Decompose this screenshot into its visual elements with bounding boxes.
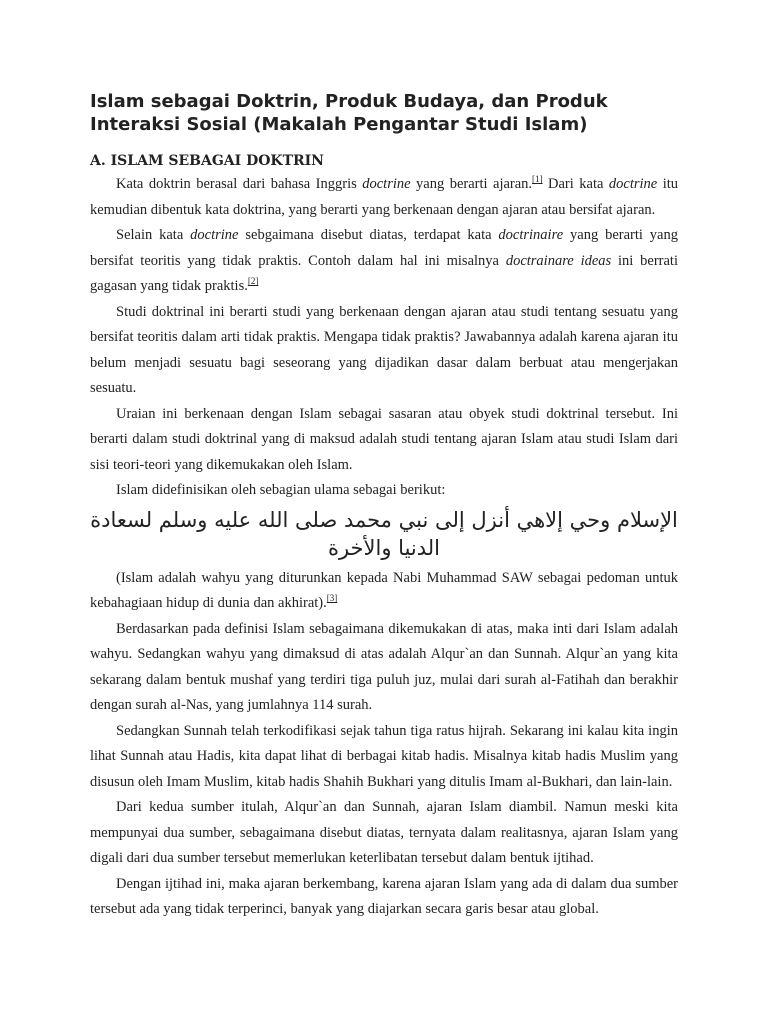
- italic-term: doctrine: [608, 176, 658, 192]
- text-run: yang berarti ajaran.: [410, 176, 533, 192]
- footnote-link-2[interactable]: [2]: [247, 276, 259, 287]
- text-run: (Islam adalah wahyu yang diturunkan kepada Nabi Muhammad SAW sebagai pedoman untuk kebahagiaan hidup di dunia dan akhirat).: [90, 569, 678, 611]
- text-run: Kata doktrin berasal dari bahasa Inggris: [116, 176, 363, 192]
- paragraph-7: Berdasarkan pada definisi Islam sebagaimana dikemukakan di atas, maka inti dari Islam adalah wahyu. Sedangkan wahyu yang dimaksud di atas adalah Alqur`an dan Sunnah. Alqur`an yang kita sekarang dalam bentuk mushaf yang terdiri tiga puluh juz, mulai dari surah al-Fatihah dan berakhir dengan surah al-Nas, yang jumlahnya 114 surah.: [90, 620, 678, 713]
- italic-term: doctrine: [362, 176, 411, 192]
- text-run: yang berarti yang bersifat teoritis yang tidak praktis. Contoh dalam hal ini misalnya: [90, 227, 678, 269]
- italic-term: doctrainare ideas: [505, 252, 612, 269]
- paragraph-2: [90, 223, 678, 300]
- italic-term: doctrinaire: [498, 227, 564, 243]
- text-run: ini berrati gagasan yang tidak praktis.: [90, 252, 678, 294]
- paragraph-6: [90, 566, 678, 617]
- footnote-link-3[interactable]: [3]: [326, 593, 338, 604]
- page-title: Islam sebagai Doktrin, Produk Budaya, dan Produk Interaksi Sosial (Makalah Pengantar Studi Islam): [90, 91, 608, 135]
- text-run: Dari kata: [542, 176, 609, 192]
- paragraph-4: Uraian ini berkenaan dengan Islam sebagai sasaran atau obyek studi doktrinal tersebut. Ini berarti dalam studi doktrinal yang di maksud adalah studi tentang ajaran Islam atau studi Islam dari sisi teori-teori yang dikemukakan oleh Islam.: [90, 405, 678, 473]
- paragraph-9: Dari kedua sumber itulah, Alqur`an dan Sunnah, ajaran Islam diambil. Namun meski kita mempunyai dua sumber, sebagaimana disebut diatas, ternyata dalam realitasnya, ajaran Islam yang digali dari dua sumber tersebut memerlukan keterlibatan tersebut dalam bentuk ijtihad.: [90, 799, 678, 866]
- paragraph-8: Sedangkan Sunnah telah terkodifikasi sejak tahun tiga ratus hijrah. Sekarang ini kalau kita ingin lihat Sunnah atau Hadis, kita dapat lihat di berbagai kitab hadis. Misalnya kitab hadis Muslim yang disusun oleh Imam Muslim, kitab hadis Shahih Bukhari yang ditulis Imam al-Bukhari, dan lain-lain.: [90, 722, 678, 790]
- paragraph-10: Dengan ijtihad ini, maka ajaran berkembang, karena ajaran Islam yang ada di dalam dua sumber tersebut ada yang tidak terperinci, banyak yang diajarkan secara garis besar atau global.: [90, 875, 678, 917]
- text-run: Selain kata: [116, 227, 191, 243]
- italic-term: doctrine: [190, 227, 239, 243]
- paragraph-3: Studi doktrinal ini berarti studi yang berkenaan dengan ajaran atau studi tentang sesuatu yang bersifat teoritis dalam arti tidak praktis. Mengapa tidak praktis? Jawabannya adalah karena ajaran itu belum menjadi sesuatu bagi seseorang yang dijadikan dasar dalam berbuat atau mengerjakan sesuatu.: [90, 303, 678, 396]
- section-heading: A. ISLAM SEBAGAI DOKTRIN: [90, 153, 324, 169]
- text-run: sebgaimana disebut diatas, terdapat kata: [238, 227, 499, 243]
- footnote-link-1[interactable]: [1]: [532, 174, 543, 185]
- paragraph-5: Islam didefinisikan oleh sebagian ulama sebagai berikut:: [116, 482, 446, 498]
- arabic-definition: الإسلام وحي إلاهي أنزل إلى نبي محمد صلى الله عليه وسلم لسعادة الدنيا والأخرة: [90, 507, 678, 560]
- paragraph-1: [90, 172, 678, 223]
- text-run: itu kemudian dibentuk kata doktrina, yang berarti yang berkenaan dengan ajaran atau bersifat ajaran.: [90, 176, 678, 218]
- article-body: [90, 150, 678, 923]
